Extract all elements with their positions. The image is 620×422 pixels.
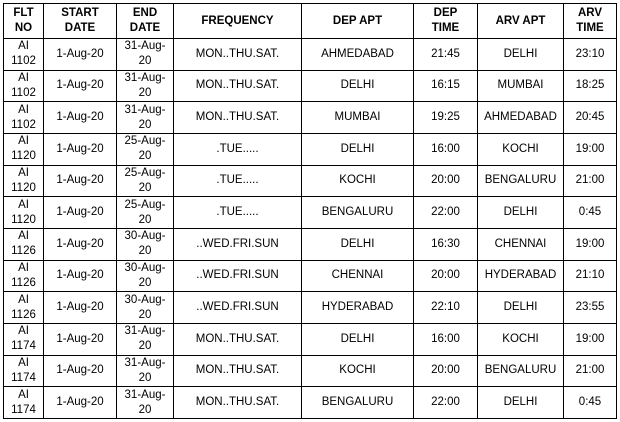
cell-end-date-line2: 20 [138, 55, 152, 68]
header-start-date-line1: START [61, 7, 99, 19]
cell-end-date-line2: 20 [138, 276, 152, 289]
cell-arv-time: 0:45 [564, 387, 617, 419]
cell-flt-no-line2: 1126 [11, 245, 36, 258]
cell-flt-no-line2: 1174 [11, 403, 36, 416]
cell-end-date-line1: 25-Aug- [124, 166, 166, 179]
cell-frequency: MON..THU.SAT. [174, 387, 302, 419]
cell-end-date [117, 133, 174, 165]
cell-dep-apt: KOCHI [302, 165, 414, 197]
cell-flt-no-line2: 1102 [11, 86, 36, 99]
cell-end-date [117, 387, 174, 419]
cell-end-date [117, 292, 174, 324]
header-frequency: FREQUENCY [174, 4, 302, 39]
cell-end-date [117, 323, 174, 355]
header-dep-time [414, 4, 478, 39]
cell-end-date-line1: 30-Aug- [124, 293, 166, 306]
cell-start-date: 1-Aug-20 [44, 292, 117, 324]
cell-frequency: MON..THU.SAT. [174, 355, 302, 387]
header-arv-apt: ARV APT [478, 4, 564, 39]
header-dep-time-line1: DEP [433, 7, 458, 19]
cell-start-date: 1-Aug-20 [44, 39, 117, 71]
table-row [4, 102, 617, 134]
cell-start-date: 1-Aug-20 [44, 70, 117, 102]
cell-frequency: MON..THU.SAT. [174, 323, 302, 355]
cell-arv-apt: DELHI [478, 197, 564, 229]
cell-arv-time: 21:10 [564, 260, 617, 292]
cell-end-date-line2: 20 [138, 213, 152, 226]
cell-flt-no-line1: AI [18, 293, 29, 306]
cell-end-date-line2: 20 [138, 150, 152, 163]
cell-flt-no-line1: AI [18, 388, 29, 401]
table-row [4, 165, 617, 197]
cell-flt-no [4, 197, 44, 229]
cell-dep-time: 20:00 [414, 260, 478, 292]
cell-arv-apt: AHMEDABAD [478, 102, 564, 134]
cell-frequency: MON..THU.SAT. [174, 70, 302, 102]
table-row [4, 39, 617, 71]
table-row [4, 260, 617, 292]
cell-end-date-line1: 31-Aug- [124, 103, 166, 116]
cell-flt-no [4, 260, 44, 292]
cell-end-date-line2: 20 [138, 86, 152, 99]
header-flt-no [4, 4, 44, 39]
cell-arv-time: 21:00 [564, 355, 617, 387]
cell-flt-no-line2: 1120 [11, 150, 36, 163]
cell-arv-time: 20:45 [564, 102, 617, 134]
table-row [4, 355, 617, 387]
cell-arv-apt: DELHI [478, 387, 564, 419]
cell-end-date-line2: 20 [138, 245, 152, 258]
cell-end-date [117, 228, 174, 260]
cell-flt-no [4, 133, 44, 165]
cell-dep-apt: AHMEDABAD [302, 39, 414, 71]
cell-dep-time: 21:45 [414, 39, 478, 71]
cell-flt-no [4, 70, 44, 102]
cell-end-date-line2: 20 [138, 308, 152, 321]
cell-arv-apt: HYDERABAD [478, 260, 564, 292]
table-row [4, 133, 617, 165]
cell-end-date-line1: 31-Aug- [124, 356, 166, 369]
cell-flt-no [4, 102, 44, 134]
cell-arv-time: 0:45 [564, 197, 617, 229]
cell-flt-no-line1: AI [18, 198, 29, 211]
cell-end-date-line1: 25-Aug- [124, 135, 166, 148]
cell-end-date [117, 165, 174, 197]
cell-dep-time: 16:15 [414, 70, 478, 102]
table-row [4, 292, 617, 324]
cell-dep-apt: BENGALURU [302, 387, 414, 419]
cell-frequency: .TUE..... [174, 165, 302, 197]
cell-flt-no-line1: AI [18, 356, 29, 369]
cell-arv-time: 19:00 [564, 228, 617, 260]
cell-frequency: MON..THU.SAT. [174, 39, 302, 71]
cell-arv-apt: KOCHI [478, 323, 564, 355]
cell-dep-time: 22:00 [414, 197, 478, 229]
cell-dep-apt: KOCHI [302, 355, 414, 387]
cell-arv-time: 23:10 [564, 39, 617, 71]
cell-start-date: 1-Aug-20 [44, 355, 117, 387]
cell-end-date-line1: 31-Aug- [124, 325, 166, 338]
cell-arv-apt: DELHI [478, 292, 564, 324]
cell-end-date-line1: 31-Aug- [124, 71, 166, 84]
cell-arv-apt: BENGALURU [478, 355, 564, 387]
cell-frequency: MON..THU.SAT. [174, 102, 302, 134]
cell-flt-no-line2: 1102 [11, 118, 36, 131]
cell-end-date [117, 260, 174, 292]
cell-start-date: 1-Aug-20 [44, 387, 117, 419]
cell-flt-no [4, 292, 44, 324]
cell-end-date-line2: 20 [138, 371, 152, 384]
cell-frequency: .TUE..... [174, 133, 302, 165]
header-dep-time-line2: TIME [431, 22, 460, 34]
table-row [4, 387, 617, 419]
cell-frequency: ..WED.FRI.SUN [174, 228, 302, 260]
table-row [4, 197, 617, 229]
cell-flt-no-line2: 1120 [11, 181, 36, 194]
cell-dep-apt: MUMBAI [302, 102, 414, 134]
header-end-date-line1: END [132, 7, 158, 19]
cell-end-date [117, 70, 174, 102]
cell-flt-no [4, 387, 44, 419]
cell-start-date: 1-Aug-20 [44, 133, 117, 165]
cell-dep-time: 22:00 [414, 387, 478, 419]
cell-flt-no-line1: AI [18, 325, 29, 338]
cell-end-date-line1: 25-Aug- [124, 198, 166, 211]
cell-arv-apt: DELHI [478, 39, 564, 71]
cell-arv-time: 18:25 [564, 70, 617, 102]
header-row [4, 4, 617, 39]
cell-flt-no-line1: AI [18, 103, 29, 116]
cell-flt-no-line1: AI [18, 71, 29, 84]
header-flt-no-line1: FLT [13, 7, 34, 19]
cell-end-date [117, 39, 174, 71]
cell-dep-apt: BENGALURU [302, 197, 414, 229]
cell-dep-apt: CHENNAI [302, 260, 414, 292]
cell-arv-time: 19:00 [564, 323, 617, 355]
header-start-date-line2: DATE [64, 22, 96, 34]
header-arv-time: ARV TIME [564, 4, 617, 39]
header-end-date [117, 4, 174, 39]
table-row [4, 323, 617, 355]
cell-flt-no-line2: 1174 [11, 371, 36, 384]
cell-start-date: 1-Aug-20 [44, 165, 117, 197]
flight-schedule-table [3, 3, 617, 419]
cell-flt-no-line1: AI [18, 166, 29, 179]
cell-dep-time: 22:10 [414, 292, 478, 324]
cell-frequency: ..WED.FRI.SUN [174, 260, 302, 292]
cell-arv-time: 21:00 [564, 165, 617, 197]
cell-start-date: 1-Aug-20 [44, 323, 117, 355]
cell-dep-time: 19:25 [414, 102, 478, 134]
cell-dep-apt: HYDERABAD [302, 292, 414, 324]
cell-end-date-line2: 20 [138, 403, 152, 416]
cell-dep-time: 20:00 [414, 165, 478, 197]
cell-arv-apt: KOCHI [478, 133, 564, 165]
cell-end-date-line1: 31-Aug- [124, 388, 166, 401]
cell-end-date-line1: 31-Aug- [124, 40, 166, 53]
cell-end-date-line2: 20 [138, 181, 152, 194]
cell-dep-time: 16:30 [414, 228, 478, 260]
cell-dep-apt: DELHI [302, 133, 414, 165]
cell-flt-no-line1: AI [18, 261, 29, 274]
cell-arv-time: 19:00 [564, 133, 617, 165]
table-row [4, 70, 617, 102]
cell-arv-apt: CHENNAI [478, 228, 564, 260]
cell-flt-no-line1: AI [18, 40, 29, 53]
cell-end-date [117, 197, 174, 229]
cell-end-date-line1: 30-Aug- [124, 230, 166, 243]
cell-dep-time: 16:00 [414, 133, 478, 165]
cell-frequency: .TUE..... [174, 197, 302, 229]
cell-start-date: 1-Aug-20 [44, 260, 117, 292]
cell-flt-no-line2: 1102 [11, 55, 36, 68]
header-start-date [44, 4, 117, 39]
cell-arv-apt: BENGALURU [478, 165, 564, 197]
cell-end-date [117, 102, 174, 134]
cell-flt-no-line2: 1174 [11, 340, 36, 353]
cell-flt-no [4, 39, 44, 71]
cell-end-date-line1: 30-Aug- [124, 261, 166, 274]
cell-dep-apt: DELHI [302, 228, 414, 260]
cell-flt-no [4, 228, 44, 260]
cell-dep-apt: DELHI [302, 323, 414, 355]
cell-flt-no [4, 355, 44, 387]
cell-flt-no-line2: 1120 [11, 213, 36, 226]
cell-flt-no-line1: AI [18, 135, 29, 148]
table-row [4, 228, 617, 260]
cell-start-date: 1-Aug-20 [44, 102, 117, 134]
cell-dep-time: 20:00 [414, 355, 478, 387]
table-header [4, 4, 617, 39]
header-end-date-line2: DATE [129, 22, 161, 34]
cell-start-date: 1-Aug-20 [44, 228, 117, 260]
header-dep-apt: DEP APT [302, 4, 414, 39]
cell-flt-no-line2: 1126 [11, 276, 36, 289]
cell-end-date-line2: 20 [138, 340, 152, 353]
cell-flt-no [4, 323, 44, 355]
cell-start-date: 1-Aug-20 [44, 197, 117, 229]
cell-end-date-line2: 20 [138, 118, 152, 131]
cell-flt-no-line1: AI [18, 230, 29, 243]
cell-flt-no-line2: 1126 [11, 308, 36, 321]
cell-frequency: ..WED.FRI.SUN [174, 292, 302, 324]
cell-dep-apt: DELHI [302, 70, 414, 102]
cell-flt-no [4, 165, 44, 197]
cell-arv-apt: MUMBAI [478, 70, 564, 102]
cell-arv-time: 23:55 [564, 292, 617, 324]
cell-dep-time: 16:00 [414, 323, 478, 355]
table-body [4, 39, 617, 419]
cell-end-date [117, 355, 174, 387]
header-flt-no-line2: NO [14, 22, 33, 34]
